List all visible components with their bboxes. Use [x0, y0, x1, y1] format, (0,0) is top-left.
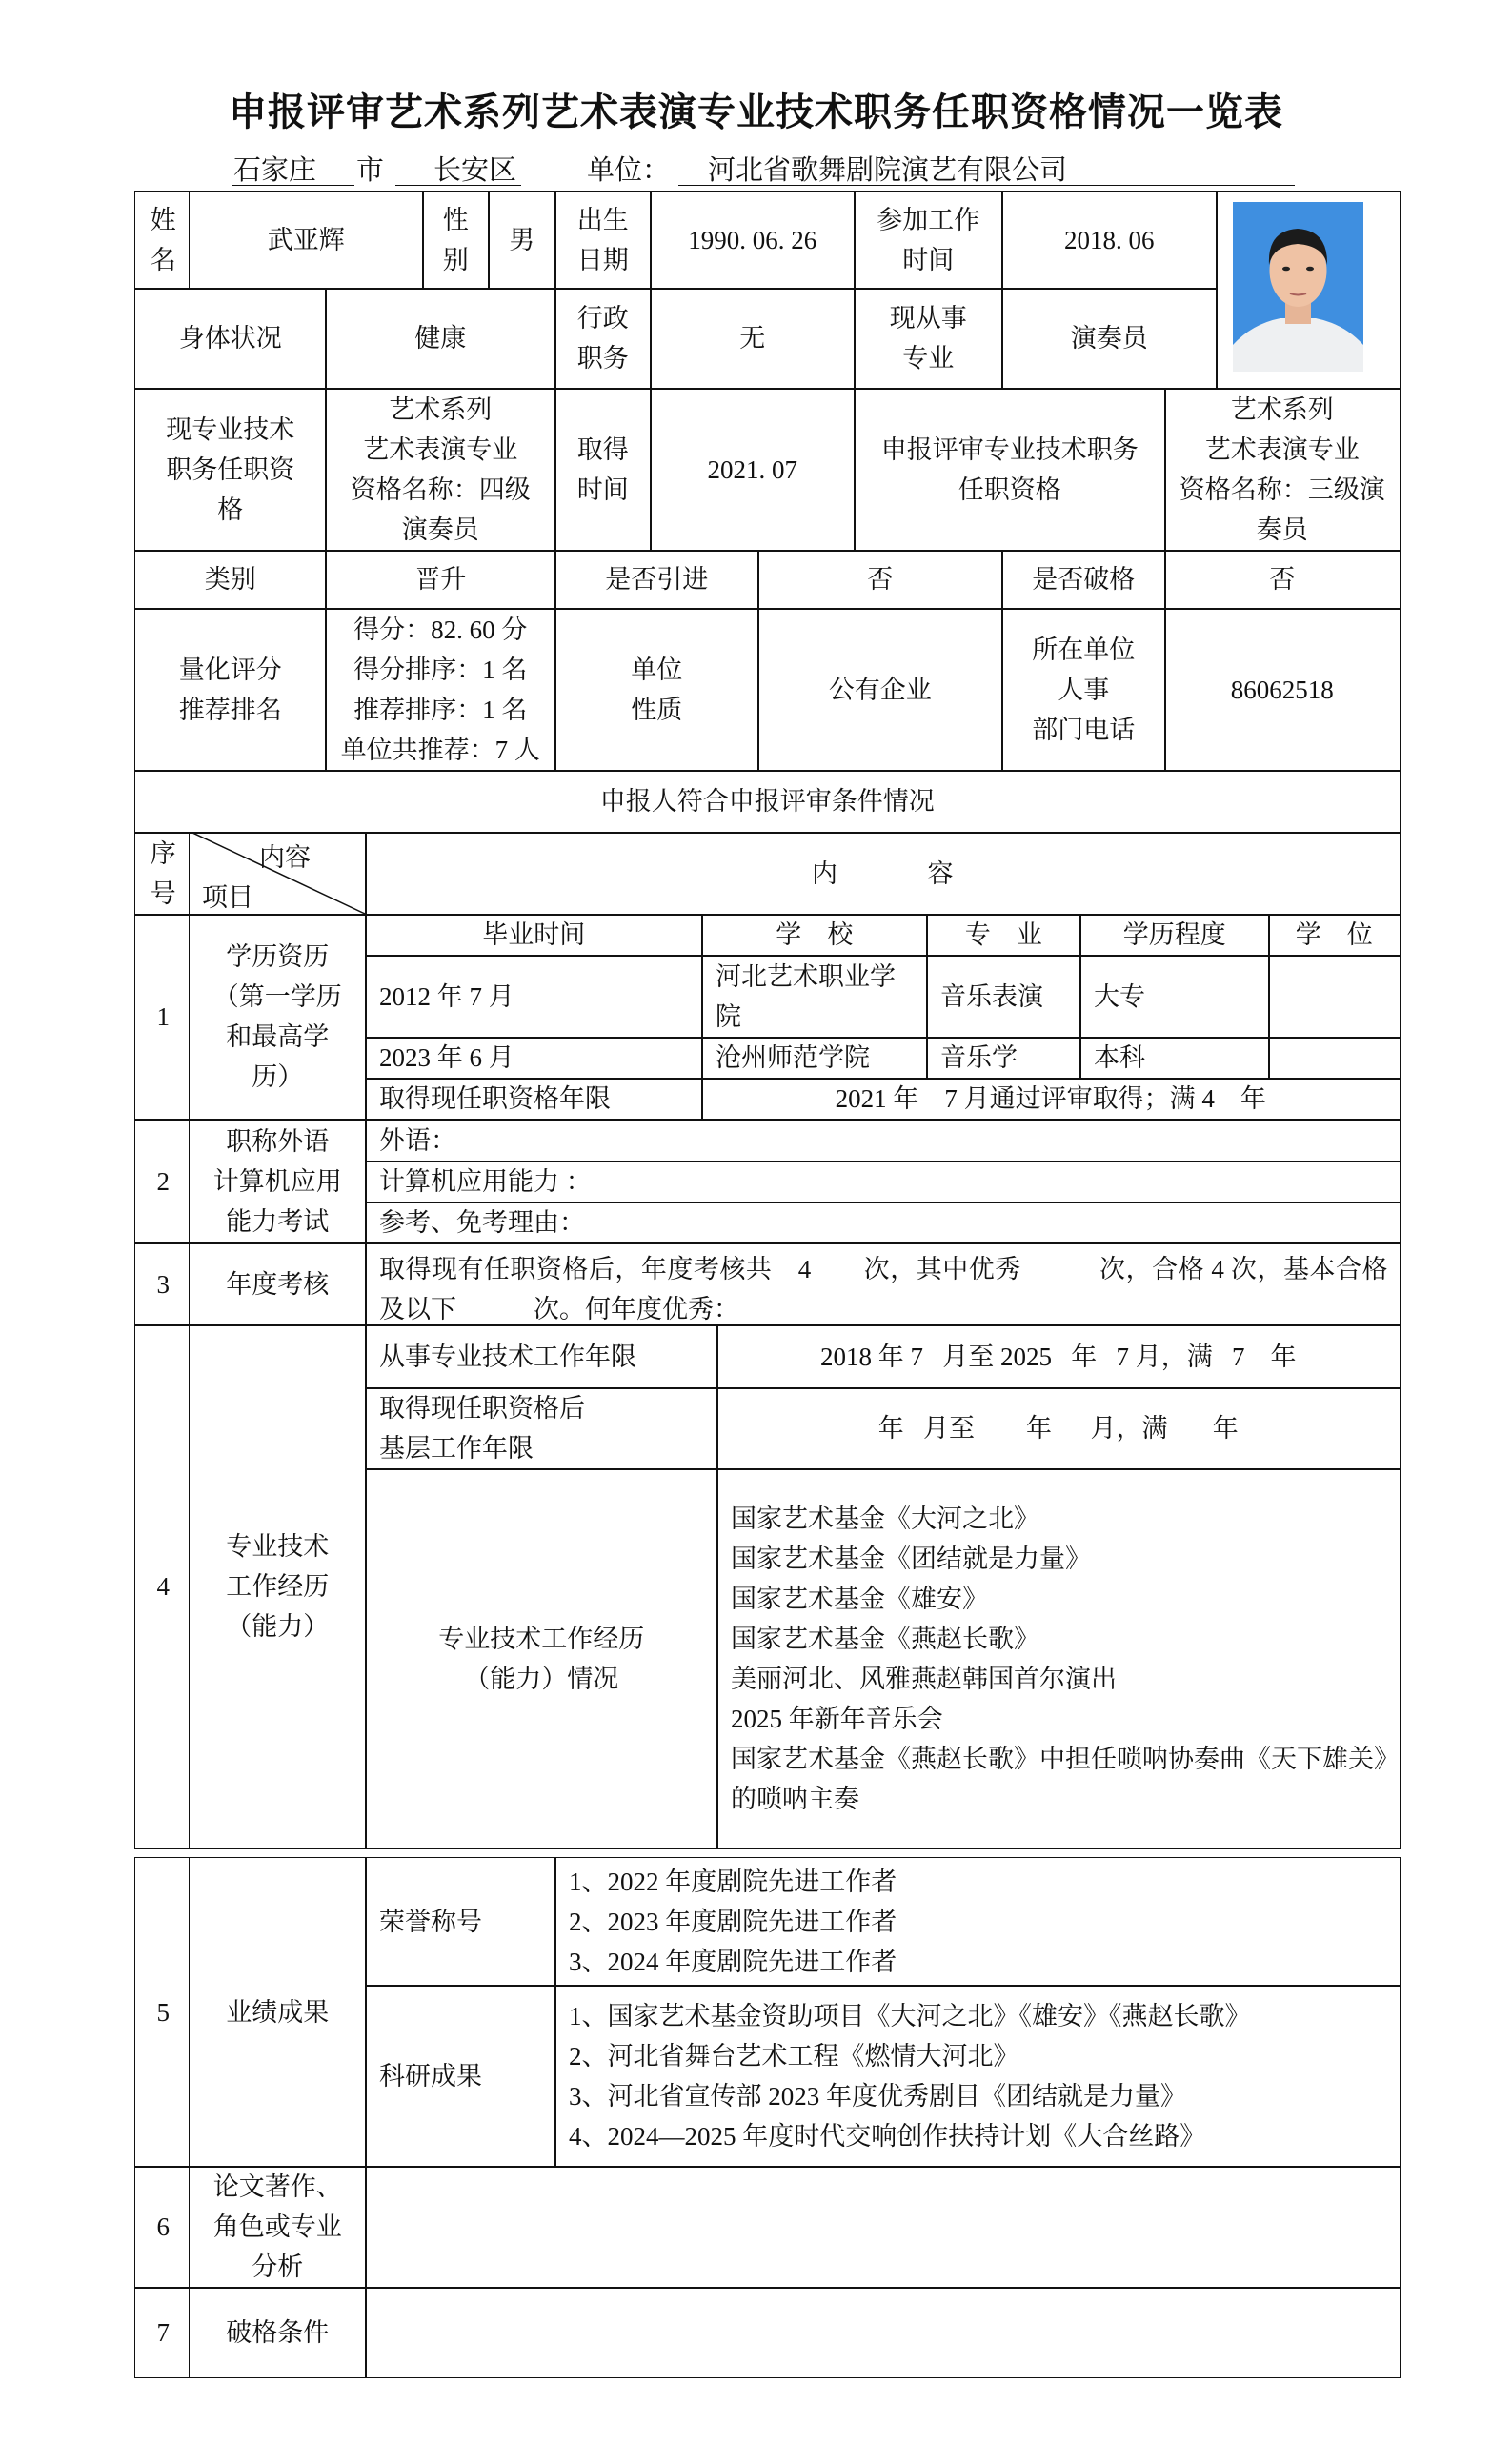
experience-list — [716, 1468, 1401, 1849]
paper-label: 论文著作、 角色或专业 分析 — [189, 2166, 367, 2289]
score-value: 得分：82. 60 分 得分排序：1 名 推荐排序：1 名 单位共推荐：7 人 — [325, 608, 556, 772]
birth-value: 1990. 06. 26 — [650, 191, 856, 290]
page-title: 申报评审艺术系列艺术表演专业技术职务任职资格情况一览表 — [229, 91, 1283, 133]
admin-post-label: 行政 职务 — [554, 288, 652, 390]
list-item: 1、2022 年度剧院先进工作者 — [569, 1867, 897, 1896]
edu-cell: 沧州师范学院 — [701, 1037, 928, 1080]
seq-header: 序 号 — [134, 832, 192, 916]
list-item: 1、国家艺术基金资助项目《大河之北》《雄安》《燕赵长歌》 — [569, 2001, 1251, 2030]
edu-label: 学历资历 （第一学历 和最高学 历） — [189, 914, 367, 1121]
introduced-label: 是否引进 — [554, 550, 759, 610]
hr-phone-value: 86062518 — [1164, 608, 1401, 772]
grassroots-years-label: 取得现任职资格后 基层工作年限 — [365, 1387, 718, 1470]
birth-label: 出生 日期 — [554, 191, 652, 290]
foreign-language: 外语： — [365, 1119, 1401, 1162]
name-value: 武亚辉 — [189, 191, 424, 290]
city-underline — [232, 185, 354, 186]
edu-header-degree: 学 位 — [1268, 914, 1401, 957]
unit-name: 河北省歌舞剧院演艺有限公司 — [708, 155, 1068, 186]
list-item: 国家艺术基金《燕赵长歌》 — [731, 1624, 1039, 1653]
research-label: 科研成果 — [365, 1985, 556, 2168]
work-start-value: 2018. 06 — [1001, 191, 1218, 290]
list-item: 3、河北省宣传部 2023 年度优秀剧目《团结就是力量》 — [569, 2081, 1186, 2111]
list-item: 2、河北省舞台艺术工程《燃情大河北》 — [569, 2041, 1019, 2070]
annual-text: 取得现有任职资格后，年度考核共 4 次，其中优秀 次，合格 4 次，基本合格及以下 次。何年度优秀： — [365, 1242, 1401, 1326]
edu-cell — [1268, 955, 1401, 1039]
row-2-no: 2 — [134, 1119, 192, 1244]
row-5-no: 5 — [134, 1857, 192, 2168]
edu-cell: 河北艺术职业学 院 — [701, 955, 928, 1039]
edu-cell: 音乐表演 — [926, 955, 1081, 1039]
list-item: 美丽河北、风雅燕赵韩国首尔演出 — [731, 1664, 1117, 1693]
qual-years-value: 2021 年 7 月通过评审取得；满 4 年 — [701, 1078, 1401, 1121]
lang-label: 职称外语 计算机应用 能力考试 — [189, 1119, 367, 1244]
edu-cell — [1268, 1037, 1401, 1080]
diag-item-label: 项目 — [202, 883, 253, 912]
work-label: 专业技术 工作经历 （能力） — [189, 1324, 367, 1849]
row-4-no: 4 — [134, 1324, 192, 1849]
grassroots-years-value: 年 月至 年 月，满 年 — [716, 1387, 1401, 1470]
admin-post-value: 无 — [650, 288, 856, 390]
unit-label: 单位： — [587, 155, 671, 186]
work-years-value: 2018 年 7 月至 2025 年 7 月，满 7 年 — [716, 1324, 1401, 1389]
edu-cell: 2012 年 7 月 — [365, 955, 703, 1039]
list-item: 4、2024—2025 年度时代交响创作扶持计划《大合丝路》 — [569, 2121, 1206, 2151]
achievement-label: 业绩成果 — [189, 1857, 367, 2168]
category-value: 晋升 — [325, 550, 556, 610]
exceptional-value: 否 — [1164, 550, 1401, 610]
score-label: 量化评分 推荐排名 — [134, 608, 327, 772]
exception-label: 破格条件 — [189, 2287, 367, 2378]
gender-value: 男 — [488, 191, 556, 290]
introduced-value: 否 — [757, 550, 1003, 610]
experience-label: 专业技术工作经历 （能力）情况 — [365, 1468, 718, 1849]
exceptional-label: 是否破格 — [1001, 550, 1166, 610]
row-3-no: 3 — [134, 1242, 192, 1326]
diag-content-label: 内容 — [259, 843, 311, 872]
list-item: 2025 年新年音乐会 — [731, 1704, 943, 1733]
research-list — [554, 1985, 1401, 2168]
edu-cell: 音乐学 — [926, 1037, 1081, 1080]
apply-qual-value: 艺术系列 艺术表演专业 资格名称：三级演 奏员 — [1164, 388, 1401, 552]
work-start-label: 参加工作 时间 — [854, 191, 1003, 290]
edu-header-major: 专 业 — [926, 914, 1081, 957]
annual-label: 年度考核 — [189, 1242, 367, 1326]
computer-skill: 计算机应用能力 ： — [365, 1161, 1401, 1203]
obtain-time-value: 2021. 07 — [650, 388, 856, 552]
unit-type-value: 公有企业 — [757, 608, 1003, 772]
category-label: 类别 — [134, 550, 327, 610]
city-suffix: 市 — [356, 155, 385, 186]
gender-label: 性 别 — [422, 191, 490, 290]
honor-list — [554, 1857, 1401, 1987]
current-qual-label: 现专业技术 职务任职资 格 — [134, 388, 327, 552]
current-major-label: 现从事 专业 — [854, 288, 1003, 390]
list-item: 国家艺术基金《雄安》 — [731, 1584, 988, 1613]
paper-content — [365, 2166, 1401, 2289]
apply-qual-label: 申报评审专业技术职务 任职资格 — [854, 388, 1166, 552]
edu-header-school: 学 校 — [701, 914, 928, 957]
current-major-value: 演奏员 — [1001, 288, 1218, 390]
health-value: 健康 — [325, 288, 556, 390]
section-title: 申报人符合申报评审条件情况 — [134, 770, 1401, 834]
current-qual-value: 艺术系列 艺术表演专业 资格名称：四级 演奏员 — [325, 388, 556, 552]
obtain-time-label: 取得 时间 — [554, 388, 652, 552]
row-7-no: 7 — [134, 2287, 192, 2378]
unit-type-label: 单位 性质 — [554, 608, 759, 772]
district: 长安区 — [433, 155, 517, 186]
district-underline — [395, 185, 521, 186]
city: 石家庄 — [233, 155, 317, 186]
list-item: 3、2024 年度剧院先进工作者 — [569, 1947, 897, 1976]
list-item: 国家艺术基金《团结就是力量》 — [731, 1544, 1091, 1573]
applicant-photo — [1233, 202, 1363, 372]
edu-header-level: 学历程度 — [1079, 914, 1270, 957]
unit-underline — [678, 185, 1295, 186]
row-1-no: 1 — [134, 914, 192, 1121]
work-years-label: 从事专业技术工作年限 — [365, 1324, 718, 1389]
list-item: 国家艺术基金《大河之北》 — [731, 1504, 1039, 1533]
exception-content — [365, 2287, 1401, 2378]
qual-years-label: 取得现任职资格年限 — [365, 1078, 703, 1121]
health-label: 身体状况 — [134, 288, 327, 390]
list-item: 2、2023 年度剧院先进工作者 — [569, 1907, 897, 1936]
edu-cell: 大专 — [1079, 955, 1270, 1039]
edu-cell: 本科 — [1079, 1037, 1270, 1080]
exam-reason: 参考、免考理由： — [365, 1202, 1401, 1244]
honor-label: 荣誉称号 — [365, 1857, 556, 1987]
hr-phone-label: 所在单位 人事 部门电话 — [1001, 608, 1166, 772]
content-header: 内 容 — [365, 832, 1401, 916]
edu-cell: 2023 年 6 月 — [365, 1037, 703, 1080]
row-6-no: 6 — [134, 2166, 192, 2289]
name-label: 姓 名 — [134, 191, 192, 290]
edu-header-grad-time: 毕业时间 — [365, 914, 703, 957]
list-item: 国家艺术基金《燕赵长歌》中担任唢呐协奏曲《天下雄关》的唢呐主奏 — [731, 1744, 1387, 1813]
